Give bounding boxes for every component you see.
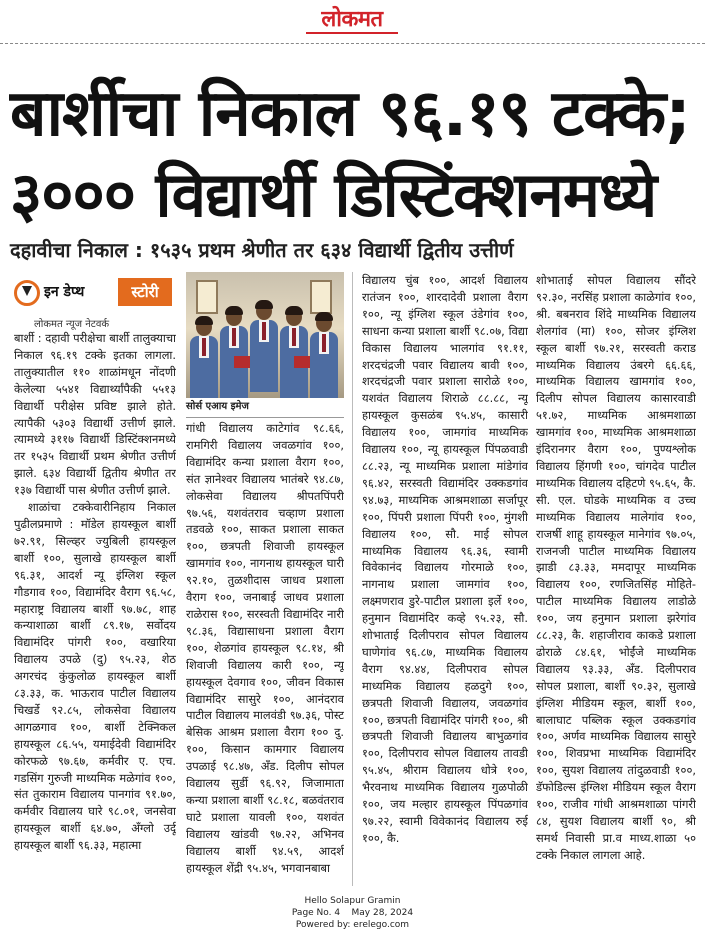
headline-line-2: ३००० विद्यार्थी डिस्टिंक्शनमध्ये [10, 158, 657, 231]
lokmat-logo [300, 6, 404, 34]
photo-caption: सोर्स एआय इमेज [186, 401, 249, 412]
photo-student [190, 318, 218, 398]
photo-student [310, 314, 338, 398]
article-column-2-text: गांधी विद्यालय काटेगांव ९८.६६, रामगिरी विद्यालय जवळगांव १००, विद्यामंदिर कन्या प्रशाला वैराग १००, संत ज्ञानेश्वर विद्यालय भातंबरे ९४.८७, लोकसेवा विद्यालय श्रीपतपिंपरी ९७.५६, यशवंतराव चव्हाण प्रशाला तडवळे १००, साकत प्रशाला साकत १००, छत्रपती शिवाजी हायस्कूल खामगांव १००, नागनाथ हायस्कूल घारी ९२.१०, तुळशीदास जाधव प्रशाला वैराग १००, जनाबाई जाधव प्रशाला राळेरास १००, सरस्वती विद्यामंदिर नारी ९८.३६, विद्यासाधना प्रशाला वैराग १००, शेळगांव हायस्कूल ९८.१४, श्री शिवाजी विद्यालय कारी १००, न्यू हायस्कूल देवगाव १००, जीवन विकास विद्यामंदिर सासुरे १००, आनंदराव पाटील विद्यालय मालवंडी ९७.३६, पोस्ट बेसिक आश्रम प्रशाला वैराग १०० दु. १००, किसान कामगार विद्यालय उपळाई ९८.४७, अँड. दिलीप सोपल विद्यालय सुर्डी ९६.९२, जिजामाता कन्या प्रशाला बार्शी ९८.१८, बळवंतराव घाटे प्रशाला यावली १००, यशवंत विद्यालय खांडवी ९७.२२, अभिनव विद्यालय बार्शी ९४.५९, आदर्श हायस्कूल शेंद्री ९५.४५, भगवानबाबा [186, 421, 344, 875]
down-arrow-icon [14, 280, 40, 306]
subheadline: दहावीचा निकाल : १५३५ प्रथम श्रेणीत तर ६३४ विद्यार्थी द्वितीय उत्तीर्ण [10, 238, 514, 262]
badge-label: इन डेप्थ [44, 284, 85, 300]
masthead [0, 0, 705, 44]
article-paragraph-2: शाळांचा टक्केवारीनिहाय निकाल पुढीलप्रमाणे : मॉडेल हायस्कूल बार्शी ७२.९१, सिल्व्हर ज्युबिली हायस्कूल बार्शी १००, सुलाखे हायस्कूल बार्शी ९६.३१, आदर्श न्यू इंग्लिश स्कूल गौडगाव १००, विद्यामंदिर वैराग ९६.५८, महाराष्ट्र विद्यालय बार्शी ९७.७८, शाह कन्याशाळा बार्शी ८९.१७, सर्वोदय विद्यामंदिर पांगरी १००, वखारिया विद्यालय उपळे (दु) ९५.२३, शेठ अगरचंद कुंकुलोळ हायस्कूल बार्शी ८३.३३, क. भाऊराव पाटील विद्यालय चिखर्डे ९२.८५, लोकसेवा विद्यालय आगळगाव १००, बार्शी टेक्निकल हायस्कूल ८६.५५, यमाईदेवी विद्यामंदिर कोरफळे ९७.६७, कर्मवीर ए. एच. गडसिंग गुरुजी माध्यमिक मळेगांव १००, संत तुकाराम विद्यालय पानगांव ९१.७०, कर्मवीर विद्यालय घारे ९८.०१, जनसेवा हायस्कूल बार्शी ६४.७०, अँग्लो उर्दू हायस्कूल बार्शी ९६.३३, महात्मा [14, 500, 176, 853]
article-paragraph-1: बार्शी : दहावी परीक्षेचा बार्शी तालुक्याचा निकाल ९६.१९ टक्के इतका लागला. तालुक्यातील ११० शाळांमधून नोंदणी केलेल्या ५५४१ विद्यार्थ्यांपैकी ५५१३ विद्यार्थी परीक्षेस प्रविष्ट झाले होते. त्यापैकी ५३०३ विद्यार्थी उत्तीर्ण झाले. त्यामध्ये ३११७ विद्यार्थी डिस्टिंक्शनमध्ये तर १५३५ विद्यार्थी प्रथम श्रेणीत उत्तीर्ण झाले. ६३४ विद्यार्थी द्वितीय श्रेणीत तर १३७ विद्यार्थी पास श्रेणीत उत्तीर्ण झाले. [14, 331, 176, 498]
photo-student [250, 302, 278, 398]
footer-edition: Hello Solapur Gramin [304, 896, 401, 906]
article-column-1 [14, 330, 176, 886]
photo-window [310, 280, 332, 314]
article-column-3-text: विद्यालय चुंब १००, आदर्श विद्यालय रातंजन १००, शारदादेवी प्रशाला वैराग १००, न्यू इंग्लिश स्कूल उंडेगांव १००, साधना कन्या प्रशाला बार्शी ९८.०७, विद्या विकास विद्यालय भालगांव ९१.११, शरदचंद्रजी पवार विद्यालय बावी १००, शरदचंद्रजी पवार प्रशाला सारोळे १००, यशवंत विद्यालय शिराळे ८८.८८, न्यू हायस्कूल कुसळंब ९५.४५, कासारी विद्यालय १००, जामगांव माध्यमिक विद्यालय १००, न्यू हायस्कूल पिंपळवाडी ८८.२३, न्यू माध्यमिक प्रशाला मांडेगांव ९६.४२, सरस्वती विद्यामंदिर उक्कडगांव ९४.७३, माध्यमिक आश्रमशाळा सर्जापूर १००, पिंपरी प्रशाला पिंपरी १००, मुंगशी विद्यालय १००, सौ. माई सोपल माध्यमिक विद्यालय ९६.३६, स्वामी विवेकानंद विद्यालय गोरमाळे १००, नागनाथ प्रशाला जामगांव १००, लक्ष्मणराव डुरे-पाटील प्रशाला इर्ले १००, हनुमान विद्यामंदिर कव्हे ९५.२३, सौ. शोभाताई दिलीपराव सोपल विद्यालय घाणेगांव ९६.८७, माध्यमिक विद्यालय वैराग ९४.४४, दिलीपराव सोपल माध्यमिक विद्यालय हळदुगे १००, छत्रपती शिवाजी विद्यालय, जवळगांव १००, छत्रपती विद्यामंदिर पांगरी १००, श्री छत्रपती शिवाजी विद्यालय बाभुळगांव १००, दिलीपराव सोपल विद्यालय तावडी ९५.४५, श्रीराम विद्यालय धोत्रे १००, भैरवनाथ माध्यमिक विद्यालय गुळपोळी १००, जय मल्हार हायस्कूल पिंपळगांव ९७.२२, स्वामी विवेकानंद विद्यालय रुई १००, कै. [362, 273, 528, 845]
byline: लोकमत न्यूज नेटवर्क [34, 319, 110, 330]
photo-student [280, 308, 308, 398]
photo-book [234, 356, 250, 368]
photo-book [294, 356, 310, 368]
badge-story: स्टोरी [118, 278, 172, 306]
column-divider [352, 272, 353, 886]
masthead-divider [0, 43, 705, 44]
footer-page-date: Page No. 4 May 28, 2024 [291, 908, 414, 918]
logo-underline [306, 32, 398, 34]
page-footer [0, 895, 705, 931]
students-photo [186, 272, 344, 398]
caption-divider [186, 417, 344, 418]
photo-window [196, 280, 218, 314]
headline-line-1: बार्शीचा निकाल ९६.१९ टक्के; [10, 77, 690, 151]
in-depth-story-badge [14, 274, 172, 314]
footer-powered-by: Powered by: erelego.com [295, 920, 410, 930]
photo-student [220, 308, 248, 398]
article-column-4-text: शोभाताई सोपल विद्यालय सौंदरे ९२.३०, नरसिंह प्रशाला काळेगांव १००, श्री. बबनराव शिंदे माध्यमिक विद्यालय शेलगांव (मा) १००, सोजर इंग्लिश स्कूल बार्शी ९७.२१, सरस्वती कराड माध्यमिक विद्यालय उंबरगे ६६.६६, माध्यमिक विद्यालय खामगांव १००, दिलीप सोपल विद्यालय कासारवाडी ५१.७२, माध्यमिक आश्रमशाळा खामगांव १००, माध्यमिक आश्रमशाळा इंदिरानगर वैराग १००, पुण्यश्लोक विद्यालय हिंगणी १००, चांगदेव पाटील माध्यमिक विद्यालय दहिटणे ९५.६५, कै. सी. एल. घोडके माध्यमिक व उच्च माध्यमिक विद्यालय मालेगांव १००, राजर्षी शाहू हायस्कूल मानेगांव ९७.०५, राजनजी पाटील माध्यमिक विद्यालय झाडी ८३.३३, ममदापूर माध्यमिक विद्यालय १००, रणजितसिंह मोहिते-पाटील माध्यमिक विद्यालय लाडोळे १००, जय हनुमान प्रशाला झरेगांव ८८.२३, कै. शहाजीराव काकडे प्रशाला ढोराळे ८४.६१, भोईंजे माध्यमिक विद्यालय ९३.३३, अँड. दिलीपराव सोपल प्रशाला, बार्शी ९०.३२, सुलाखे इंग्लिश मीडियम स्कूल, बार्शी १००, बालाघाट पब्लिक स्कूल उक्कडगांव १००, अर्णव माध्यमिक विद्यालय सासुरे १००, शिवप्रभा माध्यमिक विद्यामंदिर १००, सुयश विद्यालय तांदुळवाडी १००, डॅफोडिल्स इंग्लिश मीडियम स्कूल वैराग १००, राजीव गांधी आश्रमशाळा पांगरी ८४, सुयश विद्यालय बार्शी ९०, श्री समर्थ निवासी प्रा.व माध्य.शाळा ५० टक्के निकाल लागला आहे. [536, 273, 696, 862]
article-column-4 [536, 272, 696, 886]
article-column-2 [186, 420, 344, 886]
article-column-3 [362, 272, 528, 886]
logo-text: लोकमत [321, 7, 383, 32]
